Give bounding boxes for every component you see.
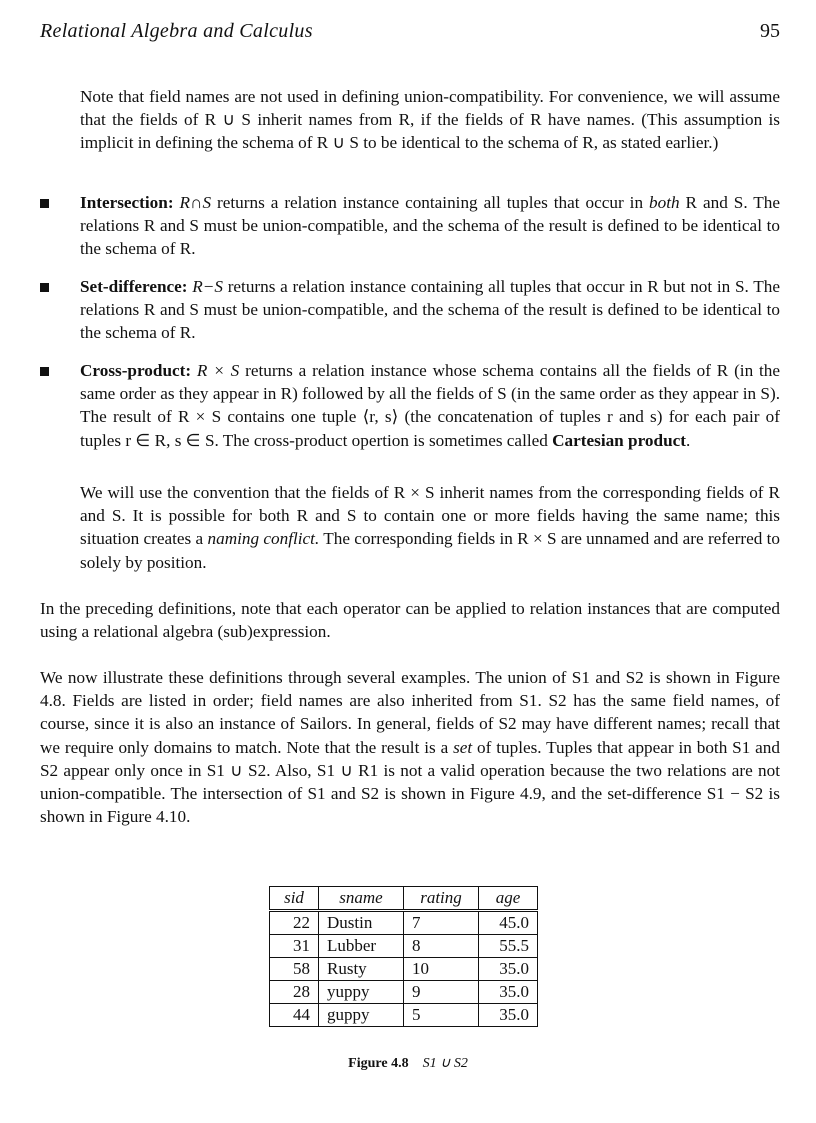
cross-product-text: returns a relation instance whose schema contains all the fields of R (in the same order as they appear in R) followed by all the fields of S (in the same order as they appear in S). The result of R × S contains one tuple ⟨r, s⟩ (the concatenation of tuples r and s) for each pair of tuples r ∈ R, s ∈ S. The cross-product opertion is sometimes called xyxy=(80,361,780,450)
set-difference-paragraph xyxy=(80,275,780,345)
cell-sname: Lubber xyxy=(319,935,404,958)
table-row xyxy=(270,1004,538,1027)
cartesian-product-term: Cartesian product xyxy=(552,430,686,450)
cell-rating: 5 xyxy=(404,1004,479,1027)
intersection-text1: returns a relation instance containing all tuples that occur in xyxy=(211,193,650,212)
bullet-intersection xyxy=(40,199,49,208)
union-note-paragraph: Note that field names are not used in defining union-compatibility. For convenience, we will assume that the fields of R ∪ S inherit names from R, if the fields of R have names. (This assumption is implicit in defining the schema of R ∪ S to be identical to the schema of R, as stated earlier.) xyxy=(80,87,780,153)
cell-sid: 58 xyxy=(270,958,319,981)
cell-sname: guppy xyxy=(319,1004,404,1027)
cell-age: 35.0 xyxy=(479,1004,538,1027)
cell-sid: 44 xyxy=(270,1004,319,1027)
intersection-term: Intersection: xyxy=(80,193,174,212)
examples-paragraph xyxy=(40,666,780,828)
bullet-cross-product xyxy=(40,367,49,376)
cell-rating: 7 xyxy=(404,911,479,935)
page-number: 95 xyxy=(760,20,780,42)
cell-rating: 9 xyxy=(404,981,479,1004)
table-header-row xyxy=(270,887,538,911)
intersection-paragraph xyxy=(80,191,780,261)
running-title: Relational Algebra and Calculus xyxy=(40,20,313,42)
cell-sname: Dustin xyxy=(319,911,404,935)
table-row xyxy=(270,981,538,1004)
set-emph: set xyxy=(453,737,473,757)
column-header-sname: sname xyxy=(319,887,404,911)
cross-note-text1: We will use the convention that the fields of R × S inherit names from the corresponding fields of R and S. It is possible for both R and S to contain one or more fields having the same name; this situation creates a xyxy=(80,483,780,549)
intersection-text2: R and S. The relations R and S must be union-compatible, and the schema of the result is defined to be identical to the schema of R. xyxy=(80,193,781,259)
figure-caption-text: S1 ∪ S2 xyxy=(422,1056,468,1071)
cell-sid: 31 xyxy=(270,935,319,958)
bullet-set-difference xyxy=(40,283,49,292)
cross-product-end: . xyxy=(685,430,691,450)
table-row xyxy=(270,958,538,981)
column-header-age: age xyxy=(479,887,538,911)
intersection-expr: R∩S xyxy=(179,193,212,212)
figure-caption xyxy=(0,1055,816,1072)
cell-sid: 22 xyxy=(270,911,319,935)
set-difference-text: returns a relation instance containing all tuples that occur in R but not in S. The relations R and S must be union-compatible, and the schema of the result is defined to be identical to the schema of R. xyxy=(80,277,780,343)
cross-product-term: Cross-product: xyxy=(80,361,192,380)
table-row xyxy=(270,935,538,958)
cell-age: 55.5 xyxy=(479,935,538,958)
cross-note-paragraph xyxy=(80,481,780,574)
column-header-sid: sid xyxy=(270,887,319,911)
cell-sid: 28 xyxy=(270,981,319,1004)
set-difference-expr: R−S xyxy=(192,277,223,296)
cell-rating: 8 xyxy=(404,935,479,958)
preceding-definitions-paragraph: In the preceding definitions, note that each operator can be applied to relation instances that are computed using a relational algebra (sub)expression. xyxy=(40,599,780,642)
cell-sname: yuppy xyxy=(319,981,404,1004)
examples-text2: of tuples. Tuples that appear in both S1 and S2 appear only once in S1 ∪ S2. Also, S1 ∪ R1 is not a valid operation because the two relations are not union-compatible. The intersection of S1 and S2 is shown in Figure 4.9, and the set-difference S1 − S2 is shown in Figure 4.10. xyxy=(40,737,780,827)
intersection-emph: both xyxy=(649,193,680,212)
cross-note-text2: The corresponding fields in R × S are unnamed and are referred to solely by position. xyxy=(80,529,781,572)
examples-text1: We now illustrate these definitions through several examples. The union of S1 and S2 is shown in Figure 4.8. Fields are listed in order; field names are also inherited from S1. S2 has the same field names, of course, since it is also an instance of Sailors. In general, fields of S2 may have different names; recall that we require only domains to match. Note that the result is a xyxy=(40,668,780,757)
table-row xyxy=(270,911,538,935)
cell-age: 35.0 xyxy=(479,958,538,981)
cell-age: 35.0 xyxy=(479,981,538,1004)
naming-conflict-emph: naming conflict. xyxy=(207,529,320,549)
running-header xyxy=(40,20,780,48)
figure-label: Figure 4.8 xyxy=(348,1056,409,1071)
set-difference-term: Set-difference: xyxy=(80,277,188,296)
cross-product-expr: R × S xyxy=(196,361,240,380)
cell-age: 45.0 xyxy=(479,911,538,935)
cell-sname: Rusty xyxy=(319,958,404,981)
cell-rating: 10 xyxy=(404,958,479,981)
cross-product-paragraph xyxy=(80,359,780,452)
column-header-rating: rating xyxy=(404,887,479,911)
figure-4-8-table xyxy=(269,886,538,1027)
